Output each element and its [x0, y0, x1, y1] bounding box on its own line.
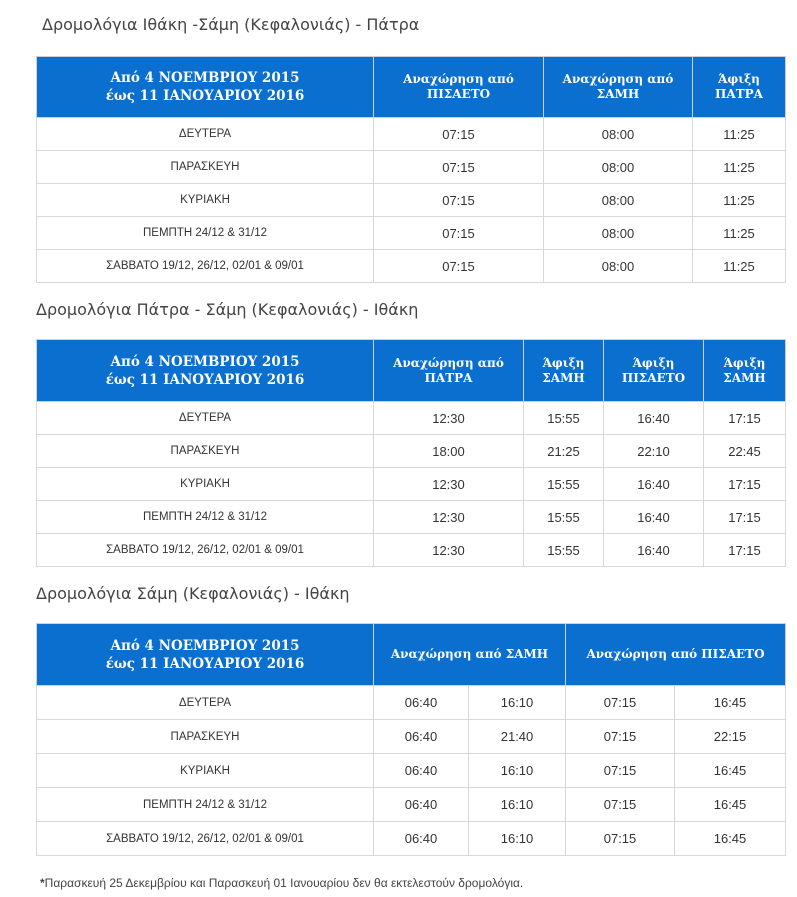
time-cell: 16:40	[604, 468, 704, 501]
col-header: Αναχώρηση από ΣΑΜΗ	[374, 624, 566, 686]
time-cell: 17:15	[704, 468, 786, 501]
time-cell: 21:25	[524, 435, 604, 468]
period-header	[37, 57, 374, 118]
time-cell: 07:15	[374, 184, 544, 217]
time-cell: 21:40	[469, 720, 566, 754]
period-header	[37, 340, 374, 402]
time-cell: 16:45	[675, 822, 786, 856]
time-cell: 12:30	[374, 501, 524, 534]
day-cell: ΠΕΜΠΤΗ 24/12 & 31/12	[37, 501, 374, 534]
footnote	[40, 876, 523, 890]
day-cell: ΚΥΡΙΑΚΗ	[37, 754, 374, 788]
day-cell: ΠΕΜΠΤΗ 24/12 & 31/12	[37, 788, 374, 822]
day-cell: ΔΕΥΤΕΡΑ	[37, 118, 374, 151]
day-cell: ΔΕΥΤΕΡΑ	[37, 402, 374, 435]
table-row	[37, 402, 786, 435]
period-to: έως 11 ΙΑΝΟΥΑΡΙΟΥ 2016	[105, 88, 305, 104]
time-cell: 12:30	[374, 468, 524, 501]
time-cell: 11:25	[693, 217, 786, 250]
time-cell: 07:15	[374, 118, 544, 151]
period-from: Από 4 ΝΟΕΜΒΡΙΟΥ 2015	[110, 70, 300, 86]
table-header-row	[37, 57, 786, 118]
time-cell: 16:45	[675, 788, 786, 822]
time-cell: 06:40	[374, 720, 469, 754]
time-cell: 15:55	[524, 534, 604, 567]
time-cell: 07:15	[374, 151, 544, 184]
table-row	[37, 151, 786, 184]
time-cell: 11:25	[693, 184, 786, 217]
table-row	[37, 250, 786, 283]
timetable-patra-sami-ithaca	[36, 339, 786, 567]
day-cell: ΠΑΡΑΣΚΕΥΗ	[37, 720, 374, 754]
period-from: Από 4 ΝΟΕΜΒΡΙΟΥ 2015	[110, 637, 300, 654]
time-cell: 15:55	[524, 468, 604, 501]
day-cell: ΠΕΜΠΤΗ 24/12 & 31/12	[37, 217, 374, 250]
timetable-sami-ithaca	[36, 623, 786, 856]
time-cell: 17:15	[704, 501, 786, 534]
time-cell: 15:55	[524, 402, 604, 435]
footnote-marker: *	[40, 876, 45, 890]
time-cell: 06:40	[374, 788, 469, 822]
col-header: Άφιξη ΣΑΜΗ	[704, 340, 786, 402]
table-row	[37, 822, 786, 856]
table-row	[37, 788, 786, 822]
day-cell: ΚΥΡΙΑΚΗ	[37, 184, 374, 217]
table-row	[37, 534, 786, 567]
day-cell: ΣΑΒΒΑΤΟ 19/12, 26/12, 02/01 & 09/01	[37, 250, 374, 283]
time-cell: 15:55	[524, 501, 604, 534]
time-cell: 16:40	[604, 501, 704, 534]
period-to: έως 11 ΙΑΝΟΥΑΡΙΟΥ 2016	[105, 371, 305, 388]
table-row	[37, 501, 786, 534]
table-row	[37, 217, 786, 250]
time-cell: 22:45	[704, 435, 786, 468]
time-cell: 17:15	[704, 402, 786, 435]
col-header: Αναχώρηση από ΠΙΣΑΕΤΟ	[374, 57, 544, 118]
time-cell: 07:15	[374, 250, 544, 283]
table-row	[37, 686, 786, 720]
day-cell: ΣΑΒΒΑΤΟ 19/12, 26/12, 02/01 & 09/01	[37, 822, 374, 856]
col-header: Άφιξη ΠΙΣΑΕΤΟ	[604, 340, 704, 402]
day-cell: ΣΑΒΒΑΤΟ 19/12, 26/12, 02/01 & 09/01	[37, 534, 374, 567]
time-cell: 12:30	[374, 534, 524, 567]
section-title-ithaca-sami-patra: Δρομολόγια Ιθάκη -Σάμη (Κεφαλονιάς) - Πάτρα	[42, 15, 420, 34]
table-row	[37, 118, 786, 151]
col-header: Άφιξη ΠΑΤΡΑ	[693, 57, 786, 118]
section-title-patra-sami-ithaca: Δρομολόγια Πάτρα - Σάμη (Κεφαλονιάς) - Ιθάκη	[36, 300, 419, 319]
time-cell: 16:10	[469, 822, 566, 856]
time-cell: 08:00	[544, 118, 693, 151]
time-cell: 08:00	[544, 250, 693, 283]
time-cell: 16:40	[604, 534, 704, 567]
col-header: Άφιξη ΣΑΜΗ	[524, 340, 604, 402]
day-cell: ΚΥΡΙΑΚΗ	[37, 468, 374, 501]
time-cell: 07:15	[566, 822, 675, 856]
time-cell: 07:15	[566, 686, 675, 720]
period-header	[37, 624, 374, 686]
time-cell: 07:15	[374, 217, 544, 250]
day-cell: ΠΑΡΑΣΚΕΥΗ	[37, 435, 374, 468]
time-cell: 07:15	[566, 754, 675, 788]
col-header: Αναχώρηση από ΠΑΤΡΑ	[374, 340, 524, 402]
table-row	[37, 435, 786, 468]
col-header: Αναχώρηση από ΠΙΣΑΕΤΟ	[566, 624, 786, 686]
period-from: Από 4 ΝΟΕΜΒΡΙΟΥ 2015	[110, 353, 300, 370]
time-cell: 11:25	[693, 118, 786, 151]
time-cell: 11:25	[693, 151, 786, 184]
time-cell: 16:40	[604, 402, 704, 435]
time-cell: 16:45	[675, 686, 786, 720]
day-cell: ΔΕΥΤΕΡΑ	[37, 686, 374, 720]
time-cell: 08:00	[544, 151, 693, 184]
period-to: έως 11 ΙΑΝΟΥΑΡΙΟΥ 2016	[105, 655, 305, 672]
time-cell: 06:40	[374, 754, 469, 788]
col-header: Αναχώρηση από ΣΑΜΗ	[544, 57, 693, 118]
day-cell: ΠΑΡΑΣΚΕΥΗ	[37, 151, 374, 184]
time-cell: 22:15	[675, 720, 786, 754]
time-cell: 06:40	[374, 822, 469, 856]
table-row	[37, 184, 786, 217]
time-cell: 16:10	[469, 686, 566, 720]
time-cell: 06:40	[374, 686, 469, 720]
time-cell: 07:15	[566, 788, 675, 822]
table-row	[37, 468, 786, 501]
table-header-row	[37, 340, 786, 402]
time-cell: 22:10	[604, 435, 704, 468]
section-title-sami-ithaca: Δρομολόγια Σάμη (Κεφαλονιάς) - Ιθάκη	[36, 584, 350, 603]
time-cell: 17:15	[704, 534, 786, 567]
timetable-ithaca-sami-patra	[36, 56, 786, 283]
table-row	[37, 754, 786, 788]
time-cell: 08:00	[544, 217, 693, 250]
table-row	[37, 720, 786, 754]
footnote-text: Παρασκευή 25 Δεκεμβρίου και Παρασκευή 01 Ιανουαρίου δεν θα εκτελεστούν δρομολόγια.	[44, 876, 524, 890]
time-cell: 12:30	[374, 402, 524, 435]
time-cell: 16:10	[469, 754, 566, 788]
time-cell: 18:00	[374, 435, 524, 468]
time-cell: 08:00	[544, 184, 693, 217]
table-header-row	[37, 624, 786, 686]
time-cell: 07:15	[566, 720, 675, 754]
time-cell: 16:45	[675, 754, 786, 788]
time-cell: 11:25	[693, 250, 786, 283]
time-cell: 16:10	[469, 788, 566, 822]
